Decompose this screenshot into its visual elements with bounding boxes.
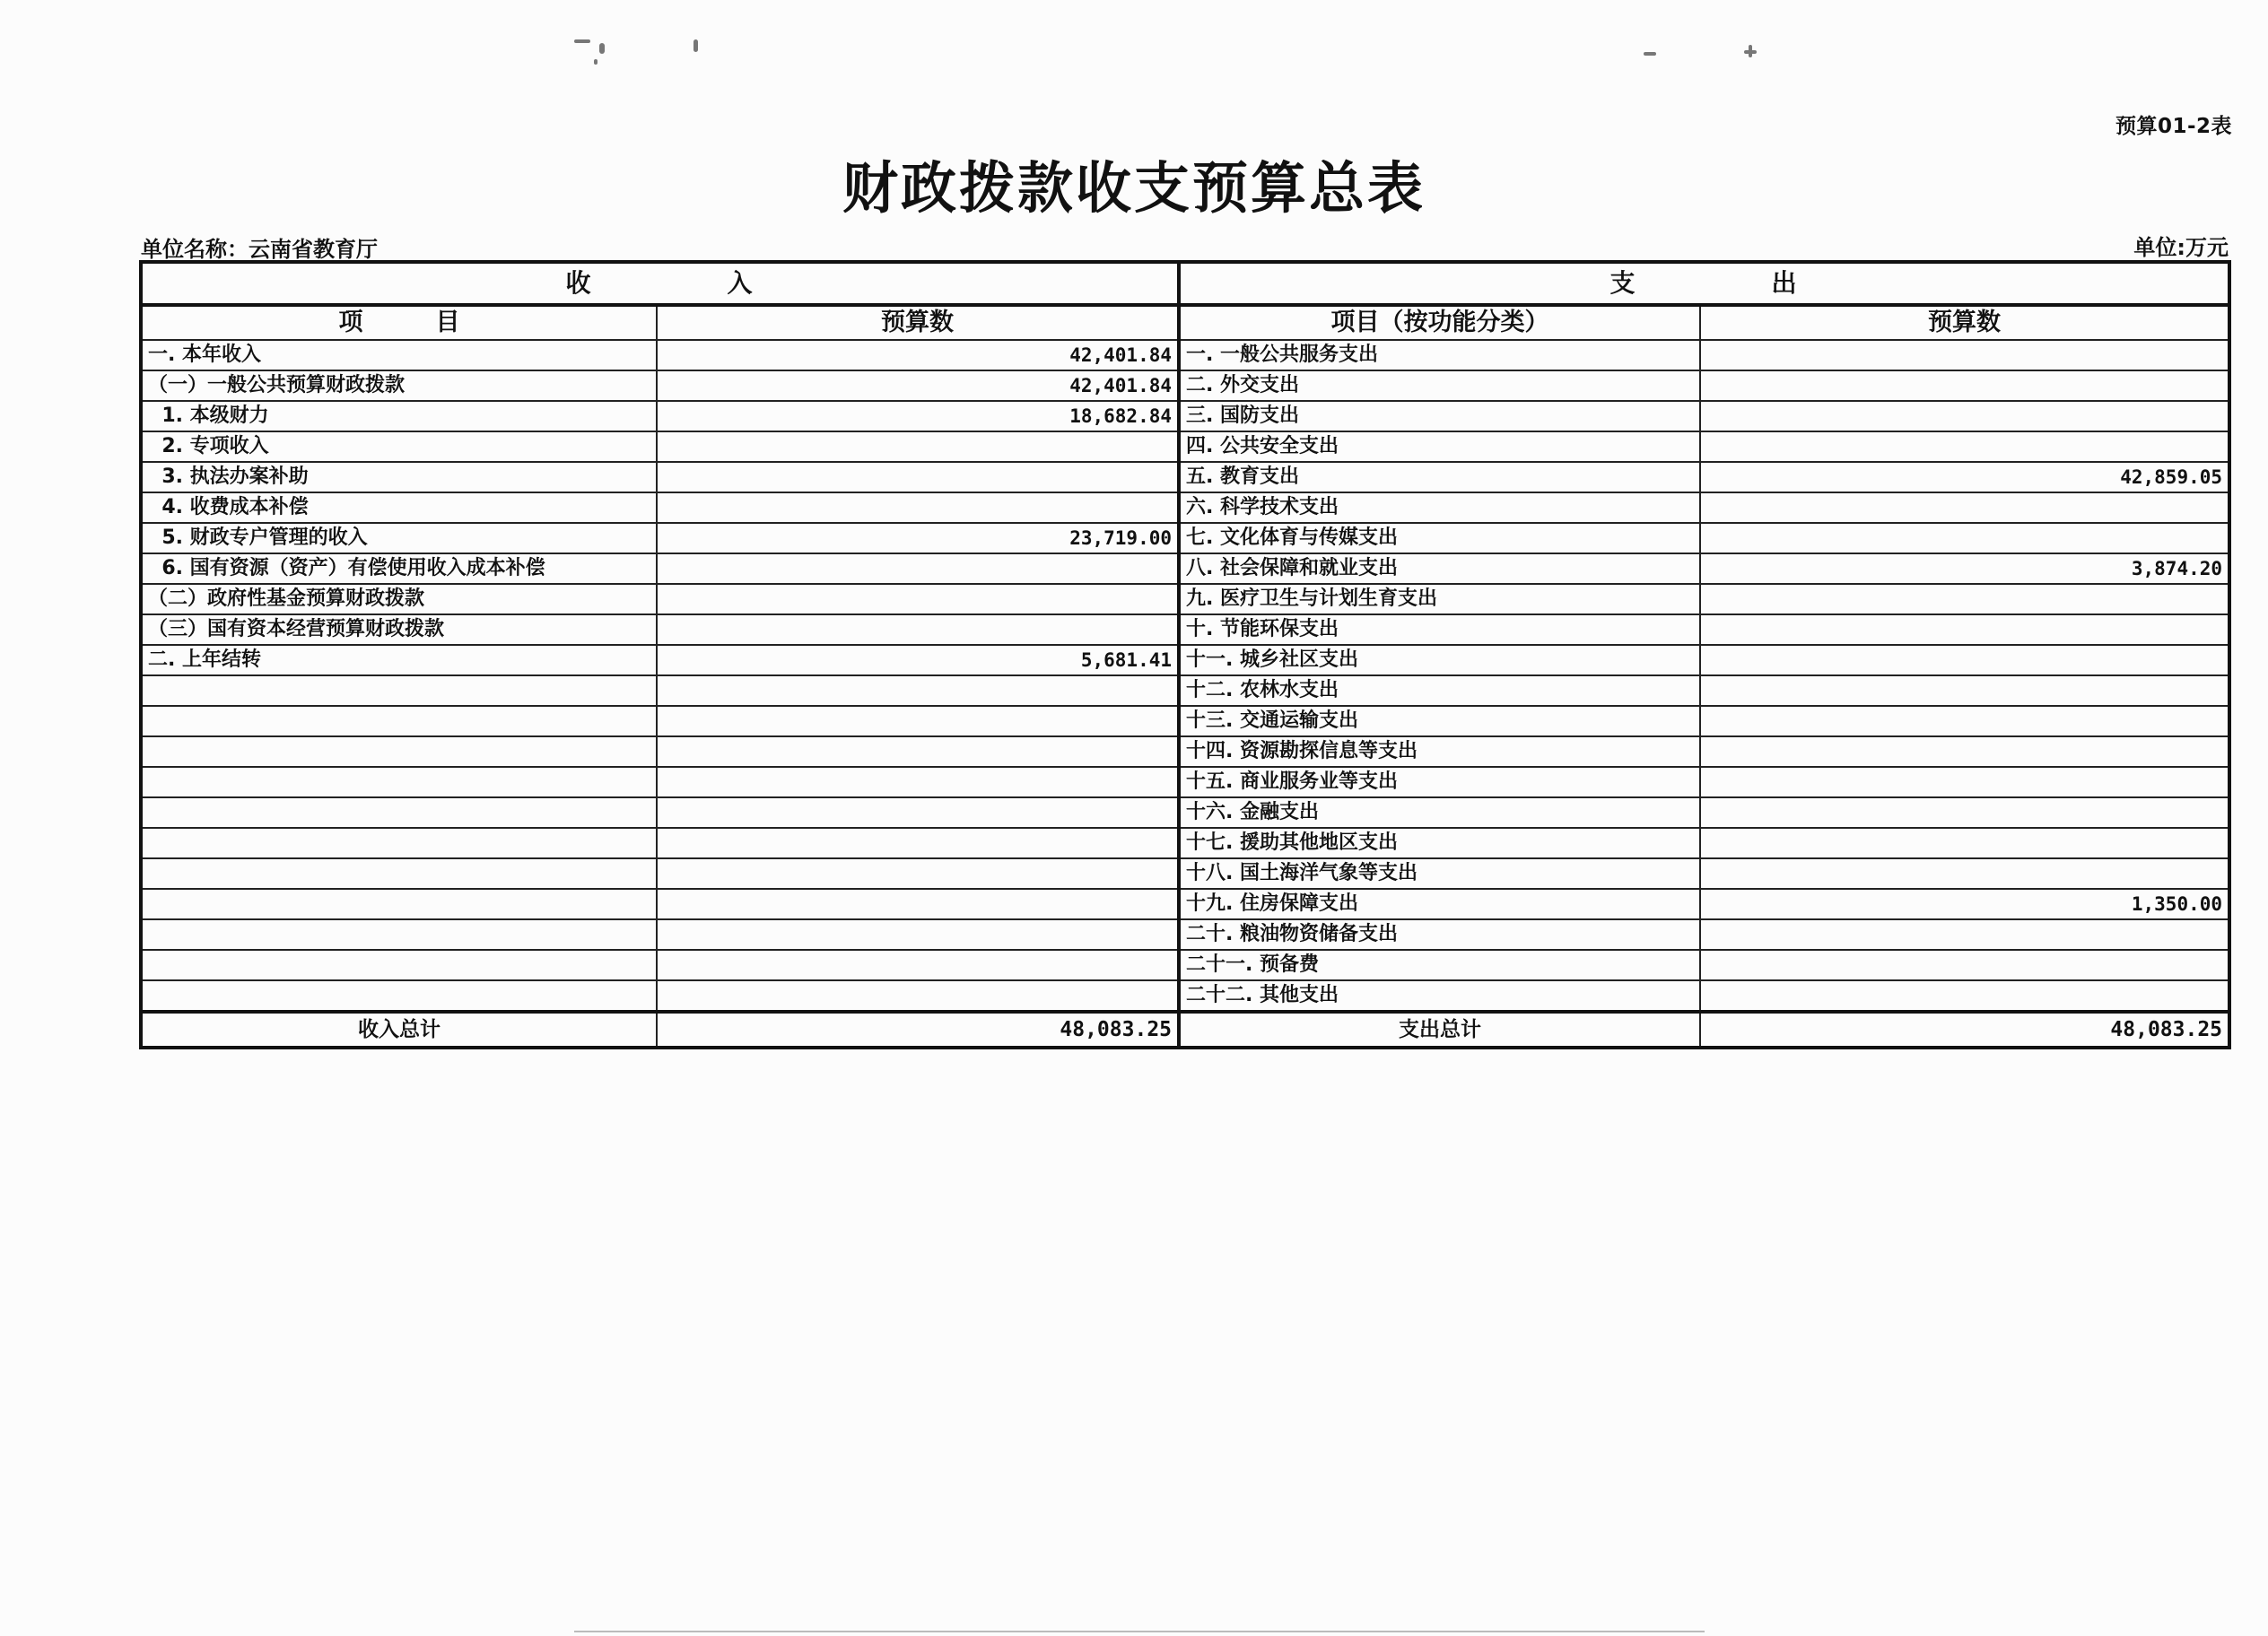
expense-item-cell: 二十. 粮油物资储备支出 xyxy=(1179,919,1700,950)
income-amount-cell: 23,719.00 xyxy=(657,523,1179,553)
expense-item-cell: 五. 教育支出 xyxy=(1179,462,1700,492)
scan-speck xyxy=(1749,45,1752,57)
form-code: 预算01-2表 xyxy=(2115,115,2232,138)
expense-section-header: 支 出 xyxy=(1179,262,2229,305)
currency-unit: 单位:万元 xyxy=(2133,235,2229,260)
income-amount-cell xyxy=(657,797,1179,828)
table-row xyxy=(141,462,2229,492)
income-amount-cell xyxy=(657,858,1179,889)
expense-amount-cell xyxy=(1700,370,2229,401)
income-item-cell xyxy=(141,675,657,706)
income-amount-cell xyxy=(657,767,1179,797)
expense-amount-cell xyxy=(1700,828,2229,858)
income-item-cell xyxy=(141,858,657,889)
table-row xyxy=(141,767,2229,797)
table-row xyxy=(141,736,2229,767)
expense-amount-cell xyxy=(1700,431,2229,462)
income-item-cell: 3. 执法办案补助 xyxy=(141,462,657,492)
table-row xyxy=(141,584,2229,614)
page-title: 财政拨款收支预算总表 xyxy=(842,155,1426,221)
table-row xyxy=(141,492,2229,523)
income-item-cell: 6. 国有资源（资产）有偿使用收入成本补偿 xyxy=(141,553,657,584)
income-item-cell xyxy=(141,828,657,858)
expense-total-amount: 48,083.25 xyxy=(1700,1012,2229,1048)
table-row xyxy=(141,645,2229,675)
income-amount-cell: 5,681.41 xyxy=(657,645,1179,675)
income-item-cell: （三）国有资本经营预算财政拨款 xyxy=(141,614,657,645)
income-item-cell xyxy=(141,980,657,1012)
income-amount-cell xyxy=(657,980,1179,1012)
table-row xyxy=(141,797,2229,828)
income-item-cell xyxy=(141,889,657,919)
table-row xyxy=(141,889,2229,919)
expense-amount-cell: 42,859.05 xyxy=(1700,462,2229,492)
expense-amount-cell xyxy=(1700,645,2229,675)
expense-item-cell: 十三. 交通运输支出 xyxy=(1179,706,1700,736)
expense-amount-column-header: 预算数 xyxy=(1700,305,2229,340)
scan-edge-line xyxy=(574,1631,1705,1632)
unit-name: 单位名称：云南省教育厅 xyxy=(141,237,378,262)
income-item-cell: （一）一般公共预算财政拨款 xyxy=(141,370,657,401)
expense-item-cell: 二. 外交支出 xyxy=(1179,370,1700,401)
income-item-cell xyxy=(141,919,657,950)
table-row xyxy=(141,675,2229,706)
expense-item-cell: 七. 文化体育与传媒支出 xyxy=(1179,523,1700,553)
income-item-cell xyxy=(141,706,657,736)
expense-amount-cell xyxy=(1700,584,2229,614)
section-header-row xyxy=(141,262,2229,305)
expense-item-cell: 十五. 商业服务业等支出 xyxy=(1179,767,1700,797)
expense-item-cell: 六. 科学技术支出 xyxy=(1179,492,1700,523)
expense-amount-cell xyxy=(1700,797,2229,828)
expense-item-cell: 十一. 城乡社区支出 xyxy=(1179,645,1700,675)
expense-amount-cell: 1,350.00 xyxy=(1700,889,2229,919)
table-row xyxy=(141,614,2229,645)
income-amount-cell xyxy=(657,492,1179,523)
expense-item-cell: 三. 国防支出 xyxy=(1179,401,1700,431)
scan-speck xyxy=(574,39,590,43)
income-amount-cell xyxy=(657,919,1179,950)
scan-speck xyxy=(599,43,605,54)
expense-item-cell: 十. 节能环保支出 xyxy=(1179,614,1700,645)
income-item-cell: 二. 上年结转 xyxy=(141,645,657,675)
expense-item-cell: 四. 公共安全支出 xyxy=(1179,431,1700,462)
table-row xyxy=(141,919,2229,950)
income-amount-cell xyxy=(657,462,1179,492)
expense-item-cell: 二十二. 其他支出 xyxy=(1179,980,1700,1012)
expense-amount-cell: 3,874.20 xyxy=(1700,553,2229,584)
table-row xyxy=(141,858,2229,889)
expense-amount-cell xyxy=(1700,919,2229,950)
income-amount-cell xyxy=(657,584,1179,614)
income-amount-cell xyxy=(657,706,1179,736)
table-row xyxy=(141,340,2229,370)
income-amount-cell: 42,401.84 xyxy=(657,340,1179,370)
expense-item-cell: 十七. 援助其他地区支出 xyxy=(1179,828,1700,858)
income-amount-cell: 18,682.84 xyxy=(657,401,1179,431)
income-item-cell: 1. 本级财力 xyxy=(141,401,657,431)
table-row xyxy=(141,706,2229,736)
expense-item-cell: 九. 医疗卫生与计划生育支出 xyxy=(1179,584,1700,614)
income-total-amount: 48,083.25 xyxy=(657,1012,1179,1048)
expense-item-cell: 八. 社会保障和就业支出 xyxy=(1179,553,1700,584)
scan-speck xyxy=(693,39,698,52)
table-row xyxy=(141,553,2229,584)
table-row xyxy=(141,431,2229,462)
table-row xyxy=(141,950,2229,980)
expense-amount-cell xyxy=(1700,523,2229,553)
income-amount-cell xyxy=(657,675,1179,706)
expense-amount-cell xyxy=(1700,675,2229,706)
expense-amount-cell xyxy=(1700,736,2229,767)
income-item-cell: （二）政府性基金预算财政拨款 xyxy=(141,584,657,614)
income-amount-cell xyxy=(657,553,1179,584)
income-item-column-header: 项 目 xyxy=(141,305,657,340)
expense-item-cell: 一. 一般公共服务支出 xyxy=(1179,340,1700,370)
table-row xyxy=(141,401,2229,431)
income-section-header: 收 入 xyxy=(141,262,1179,305)
table-row xyxy=(141,828,2229,858)
scan-speck xyxy=(1644,52,1656,56)
income-amount-cell xyxy=(657,889,1179,919)
budget-summary-table xyxy=(139,260,2231,1049)
income-item-cell xyxy=(141,736,657,767)
expense-amount-cell xyxy=(1700,401,2229,431)
income-item-cell: 2. 专项收入 xyxy=(141,431,657,462)
expense-amount-cell xyxy=(1700,492,2229,523)
expense-item-cell: 十八. 国土海洋气象等支出 xyxy=(1179,858,1700,889)
income-item-cell xyxy=(141,767,657,797)
income-amount-cell xyxy=(657,828,1179,858)
income-amount-cell xyxy=(657,431,1179,462)
table-row xyxy=(141,523,2229,553)
income-item-cell: 一. 本年收入 xyxy=(141,340,657,370)
expense-item-column-header: 项目（按功能分类） xyxy=(1179,305,1700,340)
income-amount-cell xyxy=(657,736,1179,767)
total-row xyxy=(141,1012,2229,1048)
table-row xyxy=(141,370,2229,401)
expense-amount-cell xyxy=(1700,340,2229,370)
income-item-cell xyxy=(141,950,657,980)
expense-amount-cell xyxy=(1700,950,2229,980)
expense-item-cell: 十九. 住房保障支出 xyxy=(1179,889,1700,919)
income-total-label: 收入总计 xyxy=(141,1012,657,1048)
income-amount-cell xyxy=(657,614,1179,645)
expense-amount-cell xyxy=(1700,767,2229,797)
income-item-cell xyxy=(141,797,657,828)
expense-total-label: 支出总计 xyxy=(1179,1012,1700,1048)
expense-item-cell: 十二. 农林水支出 xyxy=(1179,675,1700,706)
expense-amount-cell xyxy=(1700,614,2229,645)
expense-amount-cell xyxy=(1700,858,2229,889)
column-header-row xyxy=(141,305,2229,340)
expense-item-cell: 十六. 金融支出 xyxy=(1179,797,1700,828)
scan-speck xyxy=(594,59,598,65)
income-amount-cell xyxy=(657,950,1179,980)
expense-item-cell: 十四. 资源勘探信息等支出 xyxy=(1179,736,1700,767)
income-item-cell: 4. 收费成本补偿 xyxy=(141,492,657,523)
income-amount-cell: 42,401.84 xyxy=(657,370,1179,401)
expense-amount-cell xyxy=(1700,980,2229,1012)
table-row xyxy=(141,980,2229,1012)
income-amount-column-header: 预算数 xyxy=(657,305,1179,340)
expense-amount-cell xyxy=(1700,706,2229,736)
expense-item-cell: 二十一. 预备费 xyxy=(1179,950,1700,980)
income-item-cell: 5. 财政专户管理的收入 xyxy=(141,523,657,553)
